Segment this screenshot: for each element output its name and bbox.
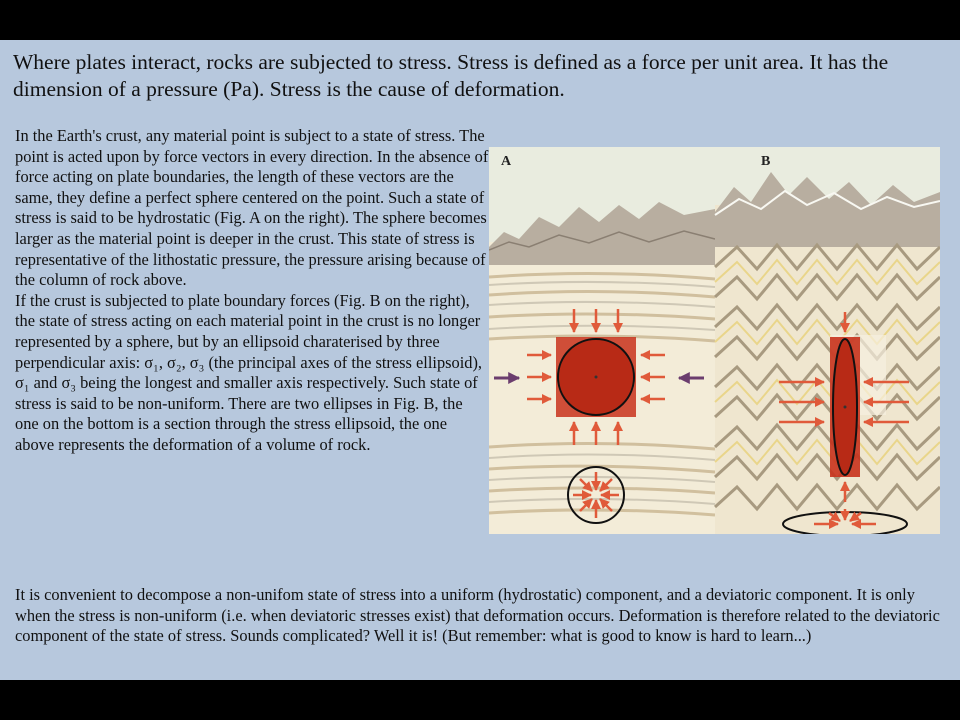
panel-a <box>489 147 715 534</box>
sigma-3-symbol: σ₃ <box>189 352 205 372</box>
panel-a-label: A <box>501 154 512 169</box>
sigma-2-symbol: σ₂ <box>167 352 182 372</box>
slide-heading: Where plates interact, rocks are subjected to stress. Stress is defined as a force per unit area. It has the dimension of a pressure (Pa). Stress is the cause of deformation. <box>13 50 889 101</box>
panel-b <box>715 147 940 534</box>
nonuniform-paragraph: If the crust is subjected to plate boundary forces (Fig. B on the right), the state of stress acting on each material point in the crust is no longer represented by a sphere, but by an ellipsoid charaterised by three perpendicular axis: σ₁, σ₂, σ₃ (the principal axes of the stress ellipsoid), σ₁ and σ₃ being the longest and smaller axis respectively. Such state of stress is said to be non-uniform. There are two ellipses in Fig. B, the one on the bottom is a section through the stress ellipsoid, the one above represents the deformation of a volume of rock. <box>15 290 483 454</box>
sigma-1-symbol: σ₁ <box>15 373 30 393</box>
panel-b-label: B <box>761 154 771 169</box>
slide <box>0 40 960 680</box>
bottom-text-block: It is convenient to decompose a non-unifom state of stress into a uniform (hydrostatic) component, and a deviatoric component. It is only when the stress is non-uniform (i.e. when deviatoric stresses exist) that deformation occurs. Deformation is therefore related to the deviatoric component of the state of stress. Sounds complicated? Well it is! (But remember: what is good to know is hard to learn...) <box>15 585 940 646</box>
hydrostatic-paragraph: In the Earth's crust, any material point is subject to a state of stress. The point is acted upon by force vectors in every direction. In the absence of force acting on plate boundaries, the length of these vectors are the same, they define a perfect sphere centered on the point. Such a state of stress is said to be hydrostatic (Fig. A on the right). The sphere becomes larger as the material point is deeper in the crust. This state of stress is representative of the lithostatic pressure, the pressure arising because of the column of rock above. <box>15 126 489 290</box>
sigma-3-symbol: σ₃ <box>61 373 76 393</box>
stress-illustration <box>489 147 940 534</box>
left-text-block <box>15 126 490 456</box>
sigma-1-symbol: σ₁ <box>144 352 159 372</box>
